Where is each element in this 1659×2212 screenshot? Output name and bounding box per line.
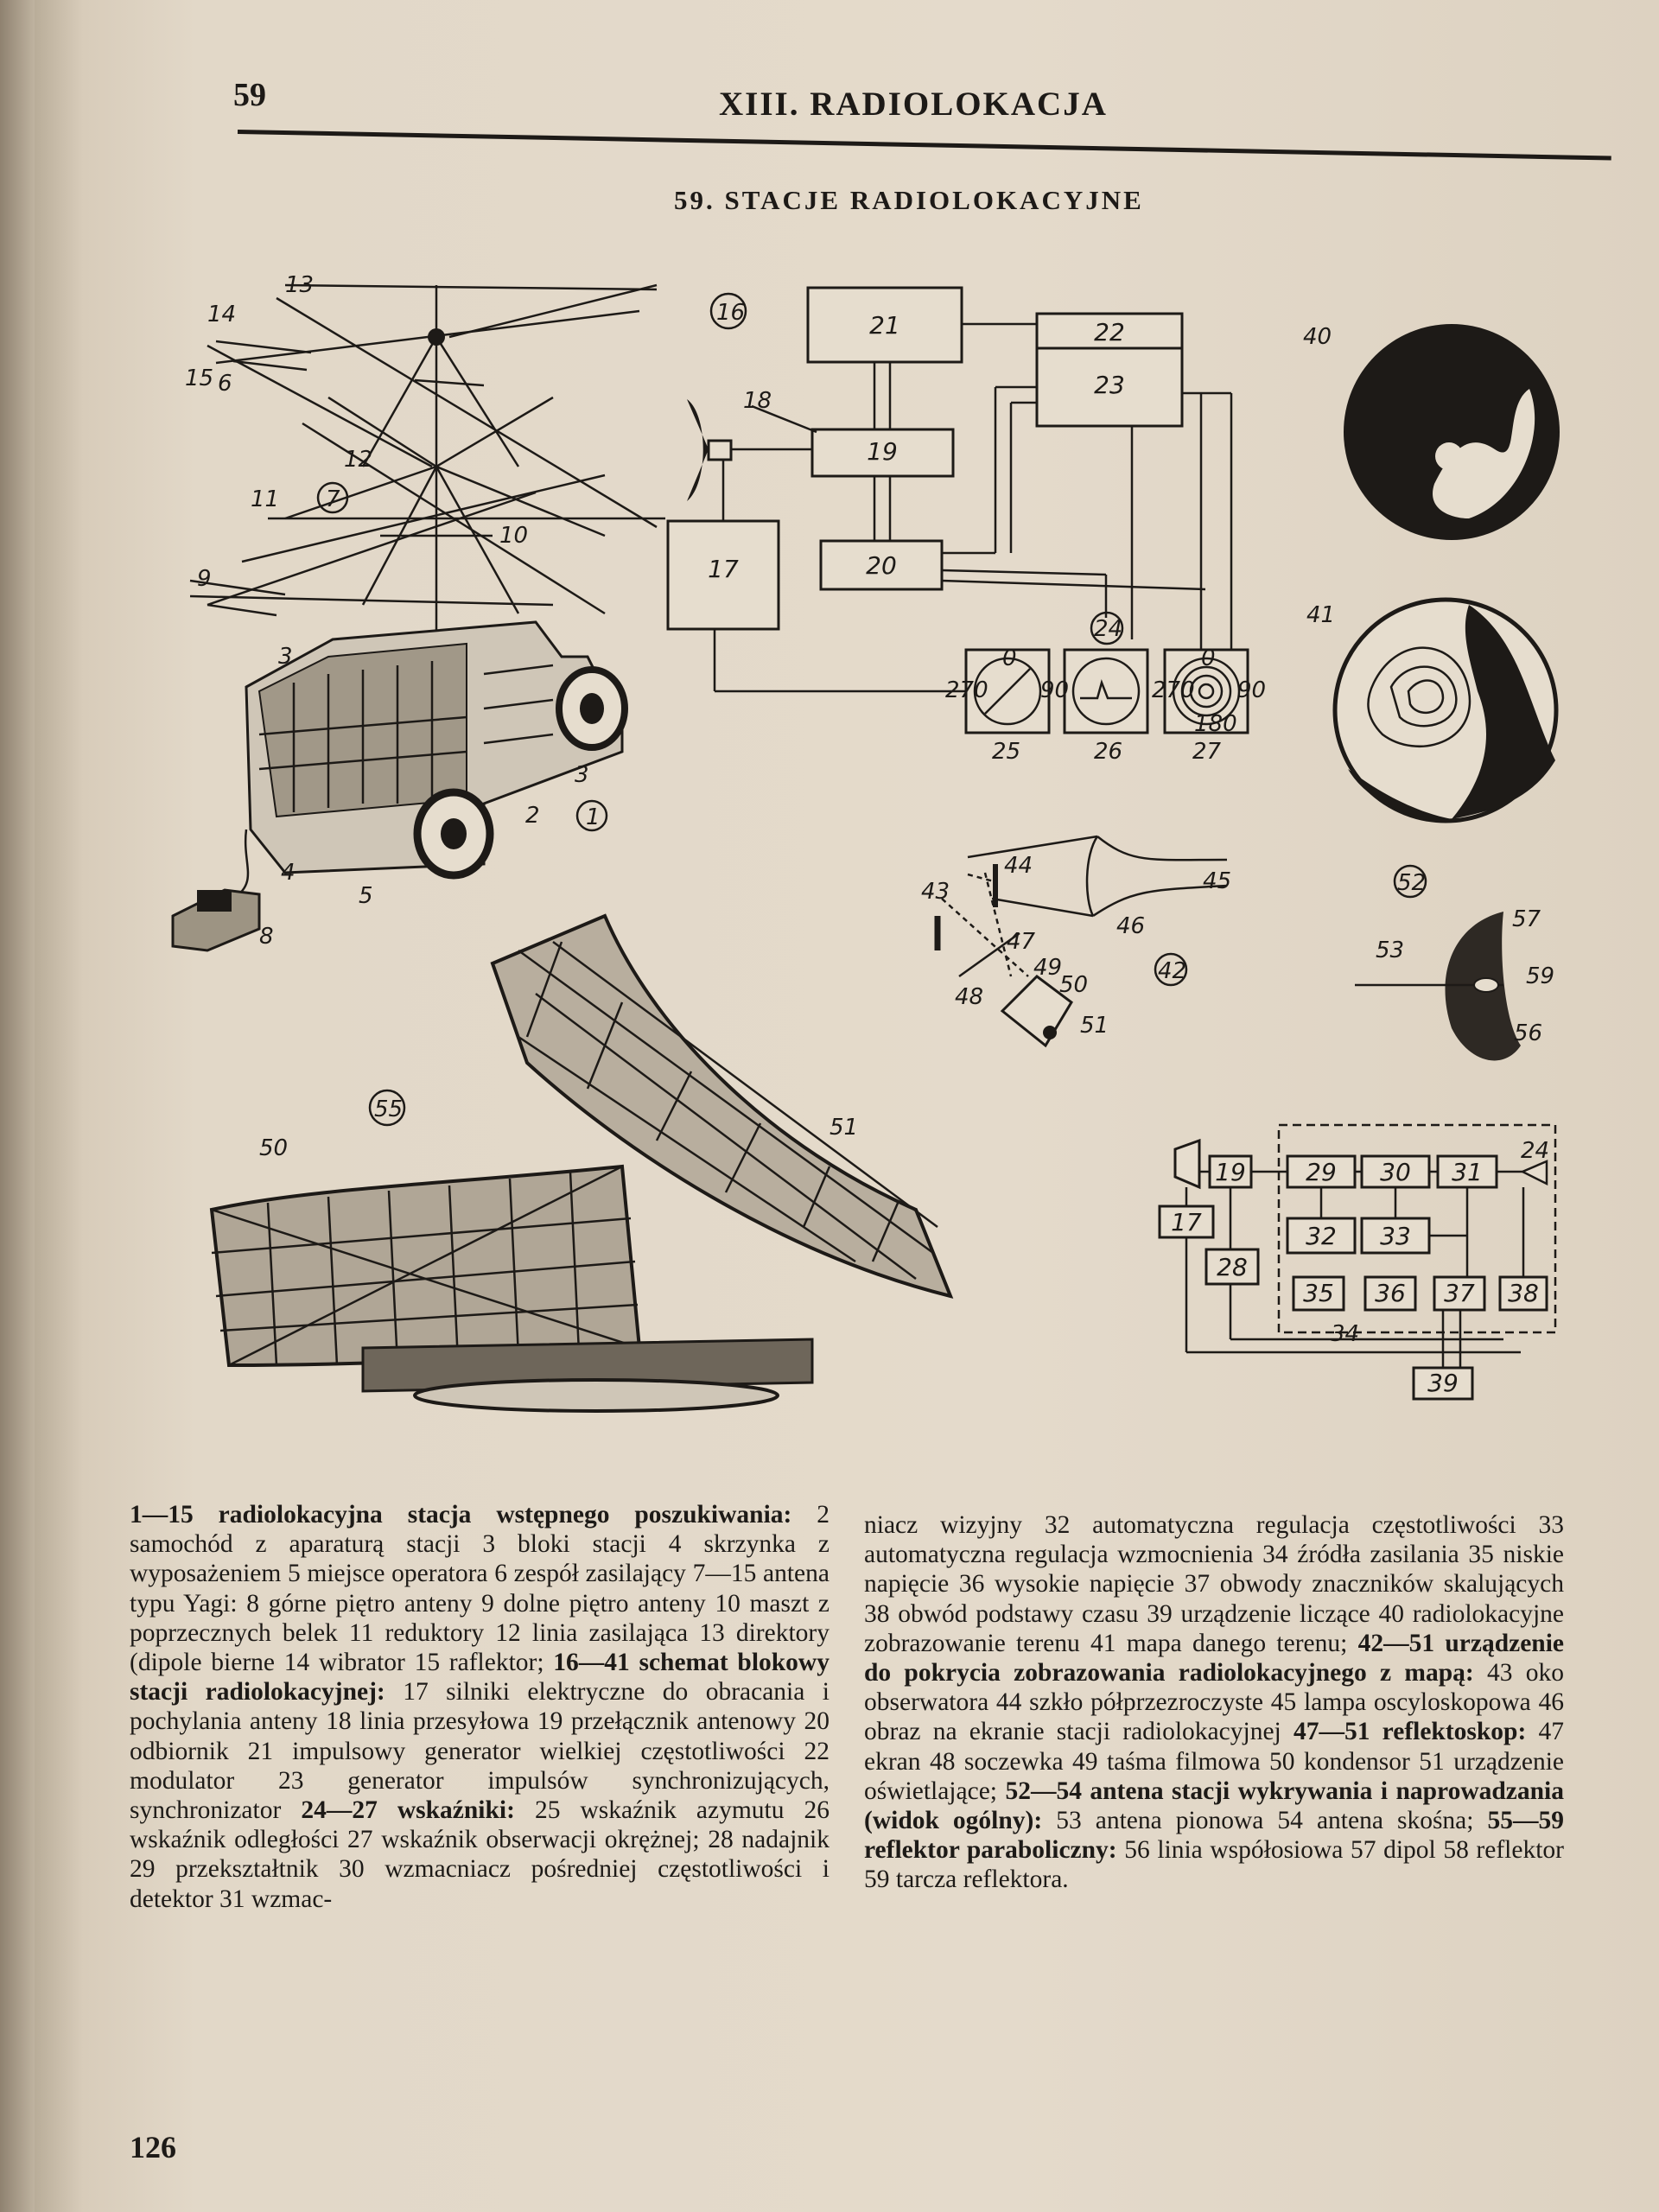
svg-text:8: 8 <box>259 924 274 950</box>
svg-text:21: 21 <box>869 311 900 340</box>
svg-text:90: 90 <box>1237 677 1267 703</box>
svg-text:90: 90 <box>1040 677 1070 703</box>
caption-segment: 47 ekran 48 soczewka 49 taśma filmowa 50 kondensor 51 urządzenie oświetlające; <box>864 1718 1564 1805</box>
svg-text:0: 0 <box>1201 645 1216 671</box>
caption-segment: 25 wskaźnik azymutu 26 wskaźnik odległości 27 wskaźnik obserwacji okrężnej; 28 nadajnik 29 przekształtnik 30 wzmacniacz pośredniej częstotliwości i detektor 31 wzmac- <box>130 1796 830 1913</box>
svg-text:53: 53 <box>1376 938 1405 963</box>
caption-segment: 47—51 reflektoskop: <box>1293 1718 1527 1746</box>
caption-segment: radiolokacyjna stacja wstępnego poszukiwania: <box>218 1501 792 1529</box>
svg-text:22: 22 <box>1094 318 1125 346</box>
svg-text:17: 17 <box>708 555 739 583</box>
svg-text:50: 50 <box>1059 972 1089 998</box>
radar-image-40-41 <box>1303 324 1560 897</box>
svg-text:5: 5 <box>359 883 373 909</box>
caption-segment: 52—54 antena stacji wykrywania i naprowadzania (widok ogólny): <box>864 1777 1564 1835</box>
svg-text:39: 39 <box>1427 1369 1459 1397</box>
svg-text:50: 50 <box>259 1135 289 1161</box>
block-diagram-28-39 <box>1160 1125 1555 1399</box>
svg-text:180: 180 <box>1194 711 1237 737</box>
chapter-title: XIII. RADIOLOKACJA <box>719 86 1108 123</box>
svg-text:32: 32 <box>1306 1222 1337 1250</box>
svg-text:270: 270 <box>1152 677 1195 703</box>
svg-text:26: 26 <box>1094 739 1123 765</box>
svg-text:30: 30 <box>1380 1158 1411 1186</box>
caption-segment: 43 oko obserwatora 44 szkło półprzezroczyste 45 lampa oscyloskopowa 46 obraz na ekranie stacji radiolokacyjnej <box>864 1659 1565 1746</box>
caption-segment: 2 samochód z aparaturą stacji 3 bloki stacji 4 skrzynka z wyposażeniem 5 miejsce operatora 6 zespół zasilający 7—15 antena typu Yagi: 8 górne piętro anteny 9 dolne piętro anteny 10 maszt z poprzecznych belek 11 reduktory 12 linia zasilająca 13 direktory (dipole bierne 14 wibrator 15 raflektor; <box>130 1501 830 1677</box>
svg-text:10: 10 <box>499 523 529 549</box>
svg-text:48: 48 <box>955 984 984 1010</box>
svg-text:55: 55 <box>374 1096 404 1122</box>
svg-text:13: 13 <box>285 272 315 298</box>
svg-text:49: 49 <box>1033 955 1063 981</box>
parabolic-reflector-55 <box>1355 906 1554 1060</box>
svg-text:40: 40 <box>1303 324 1332 350</box>
caption-segment: 55—59 reflektor paraboliczny: <box>864 1807 1565 1865</box>
caption-segment: 42—51 urządzenie do pokrycia zobrazowania radiolokacyjnego z mapą: <box>864 1629 1564 1688</box>
svg-text:9: 9 <box>197 566 212 592</box>
svg-text:7: 7 <box>326 486 340 512</box>
caption-segment: 24—27 wskaźniki: <box>301 1796 515 1825</box>
svg-text:18: 18 <box>743 388 772 414</box>
svg-text:51: 51 <box>1080 1013 1109 1039</box>
svg-text:16: 16 <box>716 300 746 326</box>
page-number: 126 <box>130 2130 176 2164</box>
svg-text:51: 51 <box>830 1115 859 1141</box>
svg-text:270: 270 <box>945 677 988 703</box>
svg-text:15: 15 <box>185 365 214 391</box>
svg-text:25: 25 <box>992 739 1021 765</box>
svg-text:0: 0 <box>1002 645 1017 671</box>
svg-text:6: 6 <box>218 371 232 397</box>
caption-column-left <box>130 1500 830 1914</box>
svg-text:37: 37 <box>1444 1279 1475 1307</box>
svg-text:56: 56 <box>1514 1020 1543 1046</box>
svg-text:46: 46 <box>1116 913 1146 939</box>
caption-segment: 1—15 <box>130 1501 219 1529</box>
svg-text:41: 41 <box>1306 602 1336 628</box>
svg-text:31: 31 <box>1452 1158 1483 1186</box>
caption-segment: 53 antena pionowa 54 antena skośna; <box>1042 1807 1488 1835</box>
yagi-antenna-truck-illustration <box>173 285 665 950</box>
svg-text:47: 47 <box>1007 929 1036 955</box>
svg-text:59: 59 <box>1526 963 1555 989</box>
svg-text:24: 24 <box>1094 616 1123 642</box>
svg-text:14: 14 <box>207 302 237 327</box>
caption-segment: niacz wizyjny 32 automatyczna regulacja częstotliwości 33 automatyczna regulacja wzmocnienia 34 źródła zasilania 35 niskie napięcie 36 wysokie napięcie 37 obwody znaczników skalujących 38 obwód podstawy czasu 39 urządzenie liczące 40 radiolokacyjne zobrazowanie terenu 41 mapa danego terenu; <box>864 1511 1564 1657</box>
caption-column-right <box>864 1510 1564 1895</box>
svg-text:11: 11 <box>251 486 280 512</box>
svg-text:27: 27 <box>1192 739 1222 765</box>
svg-text:52: 52 <box>1397 870 1427 896</box>
section-title: 59. STACJE RADIOLOKACYJNE <box>674 185 1144 215</box>
svg-text:28: 28 <box>1217 1253 1248 1281</box>
svg-text:36: 36 <box>1375 1279 1406 1307</box>
antenna-structure-52 <box>212 916 950 1411</box>
svg-text:44: 44 <box>1004 853 1033 879</box>
svg-text:43: 43 <box>921 879 950 905</box>
svg-text:3: 3 <box>575 762 589 788</box>
svg-text:19: 19 <box>867 437 898 466</box>
svg-text:35: 35 <box>1303 1279 1334 1307</box>
svg-text:12: 12 <box>344 447 373 473</box>
svg-text:2: 2 <box>525 803 540 829</box>
caption-segment: 56 linia współosiowa 57 dipol 58 reflektor 59 tarcza reflektora. <box>864 1836 1564 1894</box>
block-diagram-16 <box>668 288 1266 765</box>
svg-text:42: 42 <box>1158 958 1187 984</box>
svg-text:17: 17 <box>1171 1208 1202 1236</box>
caption-segment: 16—41 schemat blokowy stacji radiolokacyjnej: <box>130 1649 830 1707</box>
svg-text:45: 45 <box>1203 868 1232 894</box>
svg-text:38: 38 <box>1508 1279 1539 1307</box>
caption-segment: 17 silniki elektryczne do obracania i pochylania anteny 18 linia przesyłowa 19 przełącznik antenowy 20 odbiornik 21 impulsowy generator wielkiej częstotliwości 22 modulator 23 generator impulsów synchronizujących, synchronizator <box>130 1678 830 1825</box>
svg-text:3: 3 <box>278 644 293 670</box>
svg-text:19: 19 <box>1215 1158 1246 1186</box>
svg-text:34: 34 <box>1331 1321 1360 1347</box>
svg-text:57: 57 <box>1512 906 1541 932</box>
svg-text:20: 20 <box>866 551 897 580</box>
reflectoscope-42 <box>921 836 1231 1046</box>
svg-text:23: 23 <box>1094 371 1125 399</box>
svg-text:33: 33 <box>1380 1222 1411 1250</box>
svg-text:1: 1 <box>586 804 601 830</box>
plate-number: 59 <box>233 77 266 113</box>
svg-text:29: 29 <box>1306 1158 1337 1186</box>
svg-text:4: 4 <box>281 860 296 886</box>
svg-text:24: 24 <box>1521 1138 1550 1164</box>
